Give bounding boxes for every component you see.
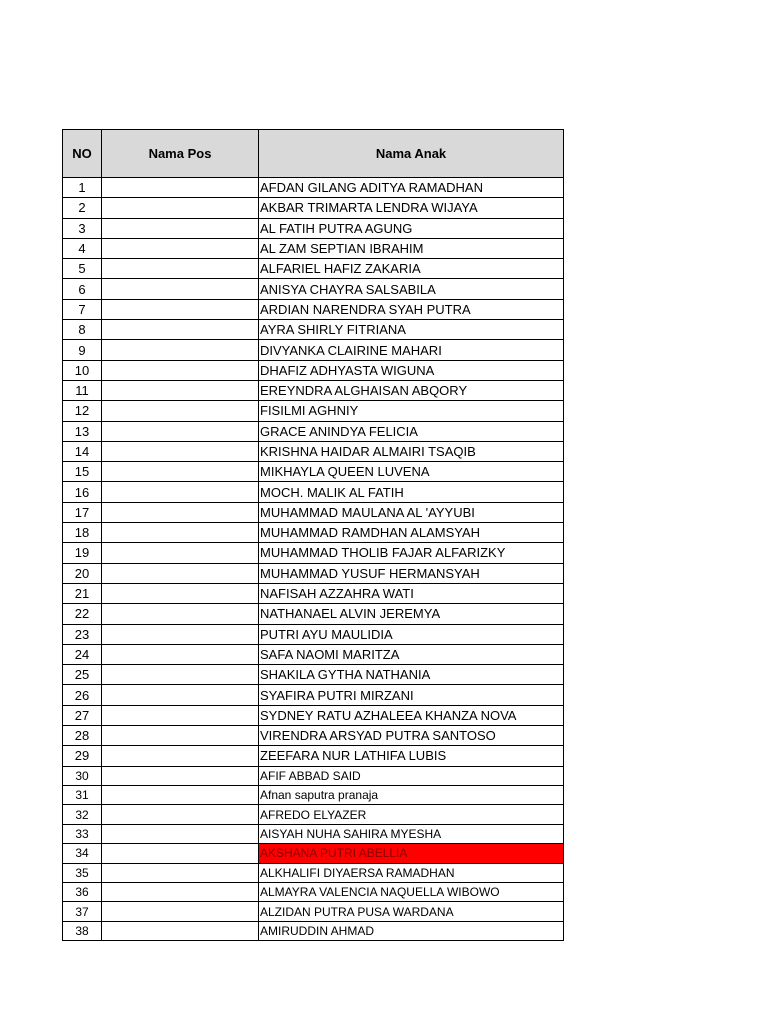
cell-no[interactable]: 2 (63, 198, 102, 218)
cell-nama-anak[interactable]: SYAFIRA PUTRI MIRZANI (259, 685, 564, 705)
cell-nama-pos[interactable] (102, 824, 259, 843)
table-row (63, 921, 564, 940)
cell-nama-pos[interactable] (102, 624, 259, 644)
children-list-table (62, 129, 564, 941)
cell-nama-pos[interactable] (102, 543, 259, 563)
table-row (63, 844, 564, 863)
cell-nama-anak[interactable]: SAFA NAOMI MARITZA (259, 644, 564, 664)
table-row (63, 421, 564, 441)
cell-nama-pos[interactable] (102, 921, 259, 940)
cell-nama-pos[interactable] (102, 380, 259, 400)
table-row (63, 644, 564, 664)
table-row (63, 218, 564, 238)
cell-nama-pos[interactable] (102, 746, 259, 766)
cell-nama-pos[interactable] (102, 705, 259, 725)
cell-nama-pos[interactable] (102, 583, 259, 603)
cell-nama-anak[interactable]: MIKHAYLA QUEEN LUVENA (259, 462, 564, 482)
table-row (63, 824, 564, 843)
table-row (63, 320, 564, 340)
cell-nama-anak[interactable]: ALFARIEL HAFIZ ZAKARIA (259, 259, 564, 279)
cell-nama-anak[interactable]: MUHAMMAD THOLIB FAJAR ALFARIZKY (259, 543, 564, 563)
cell-nama-anak[interactable]: PUTRI AYU MAULIDIA (259, 624, 564, 644)
table-row (63, 502, 564, 522)
cell-nama-anak[interactable]: AISYAH NUHA SAHIRA MYESHA (259, 824, 564, 843)
cell-nama-pos[interactable] (102, 805, 259, 824)
table-row (63, 380, 564, 400)
cell-nama-anak[interactable]: NATHANAEL ALVIN JEREMYA (259, 604, 564, 624)
table-body (63, 178, 564, 941)
cell-nama-anak[interactable]: AKBAR TRIMARTA LENDRA WIJAYA (259, 198, 564, 218)
table-row (63, 299, 564, 319)
cell-nama-anak[interactable]: MUHAMMAD RAMDHAN ALAMSYAH (259, 523, 564, 543)
cell-nama-anak[interactable]: DIVYANKA CLAIRINE MAHARI (259, 340, 564, 360)
table-row (63, 563, 564, 583)
table-row (63, 198, 564, 218)
cell-nama-anak[interactable]: GRACE ANINDYA FELICIA (259, 421, 564, 441)
cell-nama-anak[interactable]: MUHAMMAD YUSUF HERMANSYAH (259, 563, 564, 583)
table-row (63, 462, 564, 482)
cell-no[interactable]: 5 (63, 259, 102, 279)
cell-no[interactable]: 28 (63, 726, 102, 746)
cell-nama-anak[interactable]: FISILMI AGHNIY (259, 401, 564, 421)
cell-nama-anak[interactable]: Afnan saputra pranaja (259, 786, 564, 805)
table-row (63, 746, 564, 766)
cell-no[interactable]: 18 (63, 523, 102, 543)
table-row (63, 604, 564, 624)
cell-no[interactable]: 20 (63, 563, 102, 583)
cell-nama-pos[interactable] (102, 882, 259, 901)
table-row (63, 401, 564, 421)
cell-nama-pos[interactable] (102, 421, 259, 441)
table-row (63, 705, 564, 725)
cell-nama-anak[interactable]: SHAKILA GYTHA NATHANIA (259, 665, 564, 685)
cell-no[interactable]: 12 (63, 401, 102, 421)
cell-no[interactable]: 24 (63, 644, 102, 664)
table-row (63, 238, 564, 258)
cell-nama-pos[interactable] (102, 726, 259, 746)
table-row (63, 786, 564, 805)
cell-nama-pos[interactable] (102, 441, 259, 461)
cell-nama-anak[interactable]: AYRA SHIRLY FITRIANA (259, 320, 564, 340)
cell-no[interactable]: 32 (63, 805, 102, 824)
table-row (63, 685, 564, 705)
cell-no[interactable]: 10 (63, 360, 102, 380)
table-row (63, 882, 564, 901)
cell-no[interactable]: 21 (63, 583, 102, 603)
cell-no[interactable]: 22 (63, 604, 102, 624)
cell-nama-anak[interactable]: AL FATIH PUTRA AGUNG (259, 218, 564, 238)
cell-nama-anak[interactable]: MUHAMMAD MAULANA AL 'AYYUBI (259, 502, 564, 522)
table-row (63, 259, 564, 279)
cell-no[interactable]: 31 (63, 786, 102, 805)
cell-nama-pos[interactable] (102, 218, 259, 238)
cell-no[interactable]: 29 (63, 746, 102, 766)
table-row (63, 583, 564, 603)
header-no[interactable]: NO (63, 130, 102, 178)
cell-nama-anak[interactable]: ARDIAN NARENDRA SYAH PUTRA (259, 299, 564, 319)
cell-no[interactable]: 3 (63, 218, 102, 238)
cell-nama-pos[interactable] (102, 482, 259, 502)
table-row (63, 340, 564, 360)
cell-nama-pos[interactable] (102, 198, 259, 218)
cell-no[interactable]: 30 (63, 766, 102, 785)
cell-nama-anak[interactable]: EREYNDRA ALGHAISAN ABQORY (259, 380, 564, 400)
cell-nama-anak[interactable]: AL ZAM SEPTIAN IBRAHIM (259, 238, 564, 258)
table-row (63, 441, 564, 461)
cell-nama-pos[interactable] (102, 340, 259, 360)
table-header (63, 130, 564, 178)
table-row (63, 543, 564, 563)
cell-nama-pos[interactable] (102, 401, 259, 421)
table-row (63, 178, 564, 198)
cell-nama-pos[interactable] (102, 279, 259, 299)
cell-nama-anak[interactable]: AFDAN GILANG ADITYA RAMADHAN (259, 178, 564, 198)
cell-no[interactable]: 4 (63, 238, 102, 258)
cell-nama-anak[interactable]: ANISYA CHAYRA SALSABILA (259, 279, 564, 299)
table-row (63, 279, 564, 299)
cell-nama-anak[interactable]: DHAFIZ ADHYASTA WIGUNA (259, 360, 564, 380)
cell-nama-pos[interactable] (102, 238, 259, 258)
table-row (63, 805, 564, 824)
cell-nama-pos[interactable] (102, 644, 259, 664)
cell-nama-pos[interactable] (102, 462, 259, 482)
cell-no[interactable]: 34 (63, 844, 102, 863)
cell-nama-anak[interactable]: AFREDO ELYAZER (259, 805, 564, 824)
cell-no[interactable]: 13 (63, 421, 102, 441)
cell-nama-anak[interactable]: KRISHNA HAIDAR ALMAIRI TSAQIB (259, 441, 564, 461)
cell-nama-pos[interactable] (102, 604, 259, 624)
cell-nama-pos[interactable] (102, 563, 259, 583)
cell-nama-pos[interactable] (102, 786, 259, 805)
cell-no[interactable]: 15 (63, 462, 102, 482)
cell-no[interactable]: 9 (63, 340, 102, 360)
cell-nama-pos[interactable] (102, 863, 259, 882)
table-row (63, 624, 564, 644)
cell-nama-anak[interactable]: SYDNEY RATU AZHALEEA KHANZA NOVA (259, 705, 564, 725)
cell-no[interactable]: 38 (63, 921, 102, 940)
table-row (63, 726, 564, 746)
table-row (63, 523, 564, 543)
table-row (63, 902, 564, 921)
cell-nama-pos[interactable] (102, 665, 259, 685)
cell-nama-pos[interactable] (102, 320, 259, 340)
cell-nama-pos[interactable] (102, 685, 259, 705)
cell-nama-anak[interactable]: MOCH. MALIK AL FATIH (259, 482, 564, 502)
cell-nama-anak[interactable]: NAFISAH AZZAHRA WATI (259, 583, 564, 603)
cell-no[interactable]: 23 (63, 624, 102, 644)
table-row (63, 665, 564, 685)
cell-no[interactable]: 7 (63, 299, 102, 319)
cell-nama-anak[interactable]: ALKHALIFI DIYAERSA RAMADHAN (259, 863, 564, 882)
cell-nama-pos[interactable] (102, 766, 259, 785)
cell-nama-pos[interactable] (102, 259, 259, 279)
header-nama-pos[interactable]: Nama Pos (102, 130, 259, 178)
cell-no[interactable]: 35 (63, 863, 102, 882)
cell-no[interactable]: 26 (63, 685, 102, 705)
cell-no[interactable]: 14 (63, 441, 102, 461)
cell-nama-anak[interactable]: ALZIDAN PUTRA PUSA WARDANA (259, 902, 564, 921)
cell-nama-anak[interactable]: ZEEFARA NUR LATHIFA LUBIS (259, 746, 564, 766)
cell-nama-anak[interactable]: AFIF ABBAD SAID (259, 766, 564, 785)
cell-nama-pos[interactable] (102, 178, 259, 198)
header-nama-anak[interactable]: Nama Anak (259, 130, 564, 178)
cell-nama-anak[interactable]: ALMAYRA VALENCIA NAQUELLA WIBOWO (259, 882, 564, 901)
cell-no[interactable]: 37 (63, 902, 102, 921)
cell-nama-pos[interactable] (102, 299, 259, 319)
header-row (63, 130, 564, 178)
cell-nama-pos[interactable] (102, 902, 259, 921)
cell-nama-pos[interactable] (102, 360, 259, 380)
cell-no[interactable]: 16 (63, 482, 102, 502)
table-row (63, 360, 564, 380)
cell-nama-anak-highlighted[interactable]: AKSHANA PUTRI ABELLIA (259, 844, 564, 863)
cell-nama-pos[interactable] (102, 523, 259, 543)
cell-nama-anak[interactable]: AMIRUDDIN AHMAD (259, 921, 564, 940)
cell-no[interactable]: 27 (63, 705, 102, 725)
cell-nama-anak[interactable]: VIRENDRA ARSYAD PUTRA SANTOSO (259, 726, 564, 746)
cell-no[interactable]: 25 (63, 665, 102, 685)
cell-no[interactable]: 36 (63, 882, 102, 901)
cell-nama-pos[interactable] (102, 844, 259, 863)
cell-no[interactable]: 6 (63, 279, 102, 299)
table-row (63, 766, 564, 785)
cell-no[interactable]: 1 (63, 178, 102, 198)
cell-no[interactable]: 19 (63, 543, 102, 563)
cell-no[interactable]: 11 (63, 380, 102, 400)
table-row (63, 482, 564, 502)
cell-no[interactable]: 33 (63, 824, 102, 843)
cell-no[interactable]: 8 (63, 320, 102, 340)
table-row (63, 863, 564, 882)
cell-nama-pos[interactable] (102, 502, 259, 522)
cell-no[interactable]: 17 (63, 502, 102, 522)
